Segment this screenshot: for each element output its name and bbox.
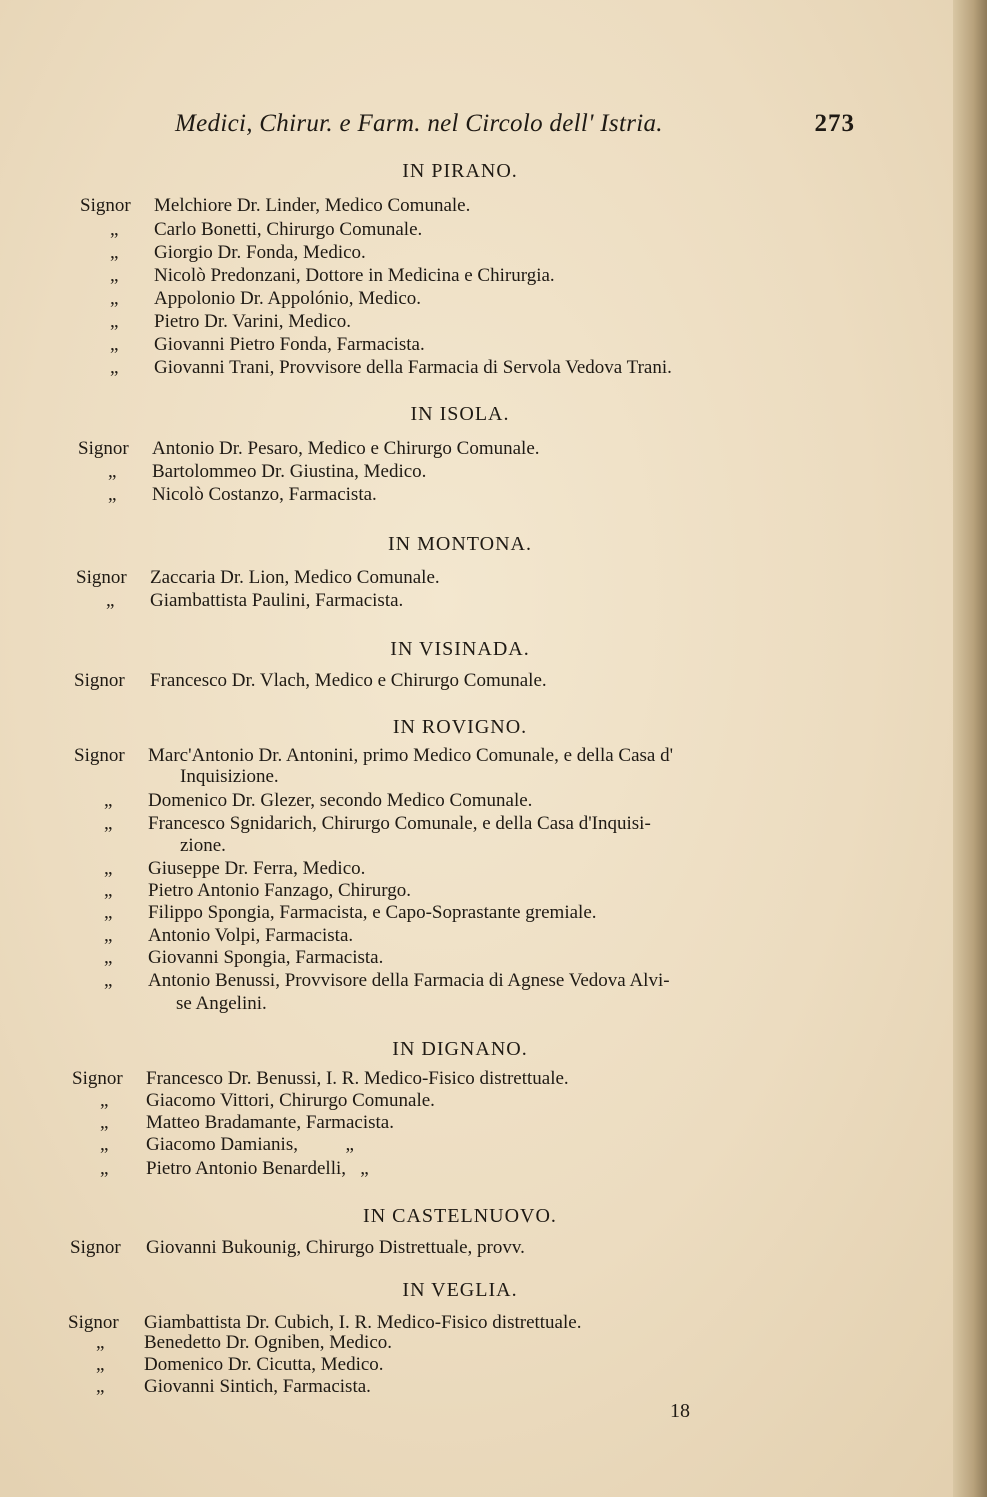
section-title-castelnuovo: IN CASTELNUOVO.	[363, 1205, 557, 1227]
entry-prefix: „	[96, 1332, 105, 1353]
entry-text: Giacomo Vittori, Chirurgo Comunale.	[146, 1090, 435, 1111]
entry-prefix: „	[96, 1354, 105, 1375]
entry-text: Carlo Bonetti, Chirurgo Comunale.	[154, 219, 423, 240]
entry-text: Antonio Benussi, Provvisore della Farmacia di Agnese Vedova Alvi-	[148, 970, 670, 991]
entry-prefix: Signor	[74, 745, 125, 766]
entry-text: Giovanni Spongia, Farmacista.	[148, 947, 384, 968]
section-title-montona: IN MONTONA.	[388, 533, 532, 555]
entry-prefix: „	[96, 1376, 105, 1397]
entry-text: Giuseppe Dr. Ferra, Medico.	[148, 858, 366, 879]
section-title-rovigno: IN ROVIGNO.	[392, 716, 528, 738]
entry-prefix: „	[110, 334, 119, 355]
entry-text: Appolonio Dr. Appolónio, Medico.	[154, 288, 422, 309]
entry-text: Giambattista Paulini, Farmacista.	[150, 590, 404, 611]
entry-continuation: zione.	[180, 835, 226, 856]
list-item	[0, 483, 900, 507]
entry-text: Zaccaria Dr. Lion, Medico Comunale.	[150, 567, 440, 588]
list-item	[0, 1067, 900, 1091]
list-item	[0, 356, 900, 380]
entry-text: Antonio Volpi, Farmacista.	[148, 925, 354, 946]
entry-prefix: „	[108, 461, 117, 482]
section-title-veglia: IN VEGLIA.	[402, 1279, 518, 1301]
entry-prefix: Signor	[70, 1237, 121, 1258]
entry-text: Giovanni Bukounig, Chirurgo Distrettuale, provv.	[146, 1237, 525, 1258]
list-item	[0, 789, 900, 813]
section-title-isola: IN ISOLA.	[410, 403, 510, 425]
list-item	[0, 1133, 900, 1157]
entry-text: Melchiore Dr. Linder, Medico Comunale.	[154, 195, 471, 216]
entry-text: Giacomo Damianis, „	[146, 1134, 354, 1155]
entry-prefix: „	[104, 902, 113, 923]
page-edge	[953, 0, 987, 1497]
list-item	[0, 460, 900, 484]
list-item	[0, 744, 900, 768]
list-item	[0, 1157, 900, 1181]
list-item	[0, 1375, 900, 1399]
list-item	[0, 1236, 900, 1260]
entry-text: Giorgio Dr. Fonda, Medico.	[154, 242, 366, 263]
entry-continuation: Inquisizione.	[180, 766, 279, 787]
entry-text: Benedetto Dr. Ogniben, Medico.	[144, 1332, 393, 1353]
entry-prefix: „	[110, 242, 119, 263]
list-item	[0, 924, 900, 948]
running-header	[175, 110, 855, 144]
entry-prefix: Signor	[68, 1312, 119, 1333]
list-item	[0, 857, 900, 881]
list-item	[0, 969, 900, 993]
entry-text: Domenico Dr. Glezer, secondo Medico Comunale.	[148, 790, 533, 811]
entry-prefix: „	[100, 1112, 109, 1133]
entry-prefix: Signor	[78, 438, 129, 459]
entry-text: Pietro Dr. Varini, Medico.	[154, 311, 352, 332]
entry-prefix: „	[104, 925, 113, 946]
entry-prefix: „	[104, 790, 113, 811]
entry-text: Giovanni Trani, Provvisore della Farmacia di Servola Vedova Trani.	[154, 357, 672, 378]
header-title: Medici, Chirur. e Farm. nel Circolo dell' Istria.	[175, 110, 663, 137]
entry-text: Pietro Antonio Benardelli, „	[146, 1158, 369, 1179]
entry-prefix: Signor	[80, 195, 131, 216]
list-item	[0, 901, 900, 925]
entry-text: Francesco Dr. Vlach, Medico e Chirurgo Comunale.	[150, 670, 547, 691]
list-item	[0, 589, 900, 613]
entry-text: Bartolommeo Dr. Giustina, Medico.	[152, 461, 427, 482]
list-item	[0, 218, 900, 242]
entry-prefix: „	[104, 813, 113, 834]
list-item	[0, 566, 900, 590]
entry-text: Filippo Spongia, Farmacista, e Capo-Soprastante gremiale.	[148, 902, 597, 923]
entry-prefix: „	[110, 265, 119, 286]
entry-prefix: „	[106, 590, 115, 611]
section-title-pirano: IN PIRANO.	[402, 160, 518, 182]
entry-prefix: „	[100, 1134, 109, 1155]
list-item	[0, 1111, 900, 1135]
entry-prefix: „	[110, 219, 119, 240]
entry-prefix: „	[104, 947, 113, 968]
entry-text: Francesco Dr. Benussi, I. R. Medico-Fisico distrettuale.	[146, 1068, 569, 1089]
list-item	[0, 194, 900, 218]
entry-prefix: Signor	[76, 567, 127, 588]
entry-prefix: „	[110, 357, 119, 378]
list-item	[0, 437, 900, 461]
entry-prefix: „	[104, 858, 113, 879]
entry-text: Pietro Antonio Fanzago, Chirurgo.	[148, 880, 411, 901]
entry-text: Antonio Dr. Pesaro, Medico e Chirurgo Comunale.	[152, 438, 540, 459]
entry-prefix: „	[104, 970, 113, 991]
list-item	[0, 879, 900, 903]
entry-prefix: „	[110, 311, 119, 332]
entry-prefix: Signor	[74, 670, 125, 691]
entry-text: Nicolò Costanzo, Farmacista.	[152, 484, 377, 505]
section-title-visinada: IN VISINADA.	[390, 638, 530, 660]
entry-prefix: „	[100, 1090, 109, 1111]
entry-text: Nicolò Predonzani, Dottore in Medicina e Chirurgia.	[154, 265, 555, 286]
list-item	[0, 333, 900, 357]
list-item	[0, 812, 900, 836]
entry-continuation: se Angelini.	[176, 993, 267, 1014]
list-item	[0, 669, 900, 693]
entry-prefix: „	[100, 1158, 109, 1179]
entry-prefix: Signor	[72, 1068, 123, 1089]
entry-prefix: „	[110, 288, 119, 309]
list-item	[0, 1353, 900, 1377]
list-item	[0, 241, 900, 265]
list-item	[0, 1089, 900, 1113]
page-number: 273	[814, 110, 855, 137]
list-item	[0, 1331, 900, 1355]
list-item	[0, 946, 900, 970]
list-item	[0, 310, 900, 334]
entry-text: Domenico Dr. Cicutta, Medico.	[144, 1354, 384, 1375]
entry-text: Matteo Bradamante, Farmacista.	[146, 1112, 394, 1133]
entry-prefix: „	[104, 880, 113, 901]
list-item	[0, 264, 900, 288]
entry-text: Giambattista Dr. Cubich, I. R. Medico-Fisico distrettuale.	[144, 1312, 582, 1333]
entry-text: Francesco Sgnidarich, Chirurgo Comunale, e della Casa d'Inquisi-	[148, 813, 651, 834]
section-title-dignano: IN DIGNANO.	[392, 1038, 528, 1060]
list-item	[0, 287, 900, 311]
entry-text: Marc'Antonio Dr. Antonini, primo Medico Comunale, e della Casa d'	[148, 745, 674, 766]
entry-text: Giovanni Pietro Fonda, Farmacista.	[154, 334, 425, 355]
entry-prefix: „	[108, 484, 117, 505]
entry-text: Giovanni Sintich, Farmacista.	[144, 1376, 371, 1397]
signature-mark: 18	[670, 1400, 690, 1422]
